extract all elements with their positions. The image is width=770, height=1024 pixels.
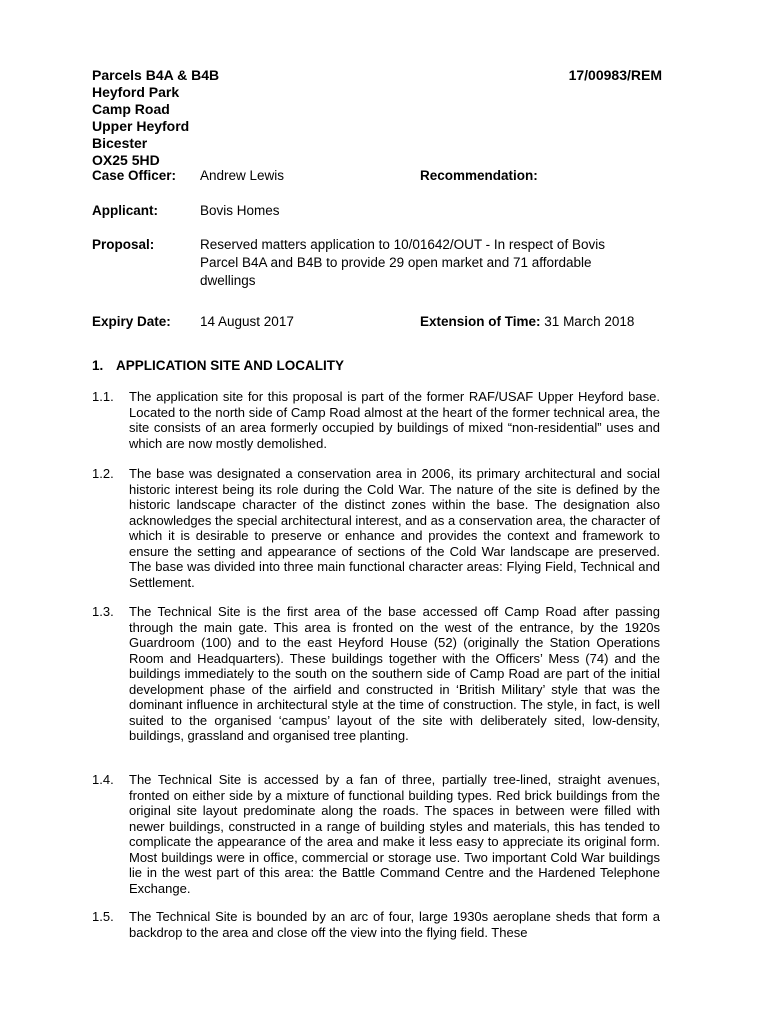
address-line: Upper Heyford — [92, 118, 190, 134]
applicant-value: Bovis Homes — [200, 203, 280, 218]
recommendation-label: Recommendation: — [420, 168, 538, 183]
address-line: Parcels B4A & B4B — [92, 67, 220, 83]
paragraph-text: The Technical Site is bounded by an arc of four, large 1930s aeroplane sheds that form a backdrop to the area and close off the view into the flying field. These — [129, 909, 660, 940]
extension-value: 31 March 2018 — [544, 314, 635, 329]
proposal-value: Reserved matters application to 10/01642/OUT - In respect of Bovis Parcel B4A and B4B to provide 29 open market and 71 affordable dwellings — [200, 237, 605, 288]
paragraph-number: 1.2. — [92, 466, 114, 481]
paragraph — [92, 772, 660, 896]
section-number: 1. — [92, 358, 104, 373]
paragraph — [92, 604, 660, 744]
paragraph-text: The Technical Site is accessed by a fan of three, partially tree-lined, straight avenues, fronted on either side by a mixture of functional building types. Red brick buildings from the original site layout predominate along the roads. The spaces in between were filled with newer buildings, constructed in a range of building styles and materials, this has tended to complicate the appearance of the area and make it less easy to appreciate its original form. Most buildings were in office, commercial or storage use. Two important Cold War buildings lie in the west part of this area: the Battle Command Centre and the Hardened Telephone Exchange. — [129, 772, 660, 896]
paragraph — [92, 466, 660, 590]
paragraph-number: 1.5. — [92, 909, 114, 924]
address-line: OX25 5HD — [92, 152, 160, 168]
section-heading — [92, 357, 344, 375]
case-officer-value: Andrew Lewis — [200, 168, 285, 183]
document-header — [92, 67, 662, 169]
paragraph — [92, 909, 660, 940]
expiry-date-label: Expiry Date: — [92, 314, 171, 329]
paragraph-number: 1.3. — [92, 604, 114, 619]
section-title: APPLICATION SITE AND LOCALITY — [116, 358, 344, 373]
applicant-label: Applicant: — [92, 203, 158, 218]
paragraph-number: 1.4. — [92, 772, 114, 787]
address-line: Camp Road — [92, 101, 170, 117]
case-officer-label: Case Officer: — [92, 168, 177, 183]
paragraph-text: The base was designated a conservation area in 2006, its primary architectural and social historic interest being its role during the Cold War. The nature of the site is defined by the historic landscape character of the distinct zones within the base. The designation also acknowledges the special architectural interest, and as a conservation area, the character of which it is desirable to preserve or enhance and provides the context and framework to ensure the setting and appearance of sections of the Cold War landscape are preserved. The base was divided into three main functional character areas: Flying Field, Technical and Settlement. — [129, 466, 660, 590]
expiry-date-value: 14 August 2017 — [200, 314, 294, 329]
address-line: Heyford Park — [92, 84, 180, 100]
address-line: Bicester — [92, 135, 148, 151]
application-reference: 17/00983/REM — [568, 67, 662, 83]
paragraph-text: The application site for this proposal is part of the former RAF/USAF Upper Heyford base. Located to the north side of Camp Road almost at the heart of the former technical area, the site consists of an area formerly occupied by buildings of mixed “non-residential” uses and which are now mostly demolished. — [129, 389, 660, 451]
extension-label: Extension of Time: — [420, 314, 541, 329]
paragraph-number: 1.1. — [92, 389, 114, 404]
paragraph-text: The Technical Site is the first area of the base accessed off Camp Road after passing through the main gate. This area is fronted on the west of the entrance, by the 1920s Guardroom (100) and to the east Heyford House (52) (originally the Station Operations Room and Headquarters). These buildings together with the Officers’ Mess (74) and the buildings immediately to the south on the southern side of Camp Road are part of the initial development phase of the airfield and constructed in ‘British Military’ style that was the dominant influence in architectural style at the time of construction. The style, in fact, is well suited to the organised ‘campus’ layout of the site with deliberately sited, low-density, buildings, grassland and organised tree planting. — [129, 604, 660, 743]
proposal-label: Proposal: — [92, 237, 155, 252]
paragraph — [92, 389, 660, 451]
extension-of-time — [420, 313, 634, 331]
